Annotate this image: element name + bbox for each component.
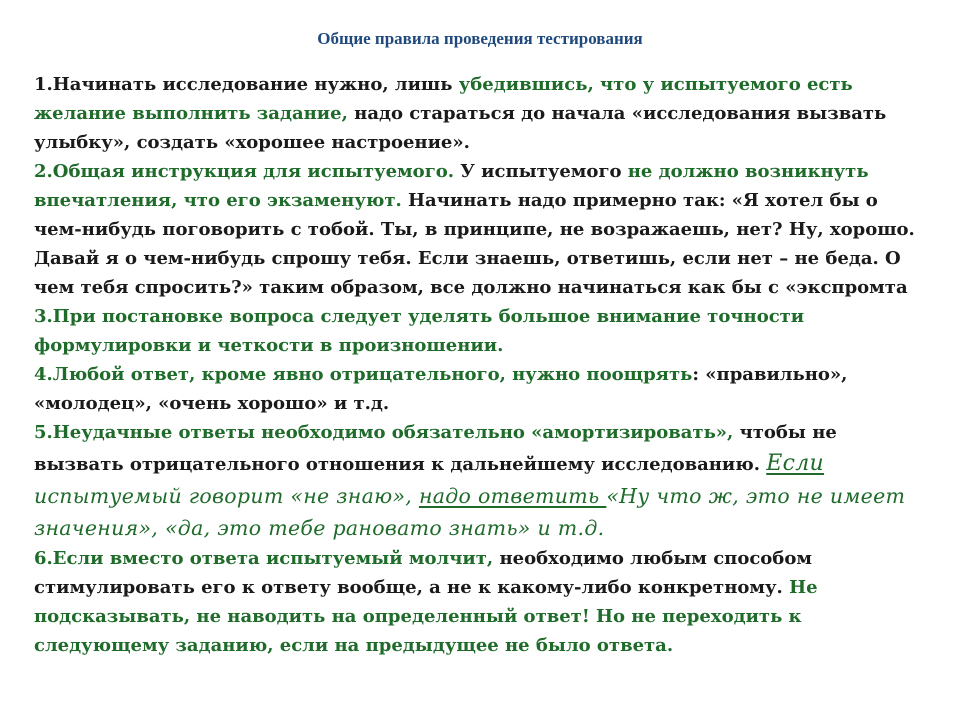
- rule-2-rest: Начинать надо примерно так: «Я хотел бы о чем-нибудь поговорить с тобой. Ты, в принципе, не возражаешь, нет? Ну, хорошо. Давай я о чем-нибудь спрошу тебя. Если знаешь, ответишь, если нет – не беда. О чем тебя спросить?» таким образом, все должно начинаться как бы с «экспромта: [34, 190, 915, 298]
- rule-6-text: необходимо любым способом стимулировать его к ответу вообще, а не к какому-либо конкретному.: [34, 548, 812, 598]
- rule-3: 3.При постановке вопроса следует уделять большое внимание точности формулировки и четкости в произношении.: [34, 306, 805, 356]
- rule-6-lead: 6.Если вместо ответа испытуемый молчит,: [34, 548, 494, 569]
- rule-4: [34, 360, 928, 418]
- rule-5-says: испытуемый говорит «не знаю»,: [34, 484, 419, 508]
- rule-2-lead: 2.Общая инструкция для испытуемого.: [34, 161, 454, 182]
- rule-2: [34, 157, 928, 302]
- rule-5-quote: «Ну что ж, это не имеет значения», «да, это тебе рановато знать» и т.д.: [34, 484, 906, 540]
- rule-5: [34, 418, 928, 544]
- rule-5-answer: надо ответить: [418, 484, 607, 508]
- rule-6: [34, 544, 928, 660]
- rule-5-lead: 5.Неудачные ответы необходимо обязательно «амортизировать»,: [34, 422, 734, 443]
- rule-4-lead: 4.Любой ответ, кроме явно отрицательного, нужно поощрять: [34, 364, 693, 385]
- rule-5-if: Если: [766, 451, 825, 476]
- rule-2-text: У испытуемого: [454, 161, 628, 182]
- rule-6-rest: Не подсказывать, не наводить на определенный ответ! Но не переходить к следующему заданию, если на предыдущее не было ответа.: [34, 577, 818, 656]
- rule-1-rest: надо стараться до начала «исследования вызвать улыбку», создать «хорошее настроение».: [34, 103, 887, 153]
- rule-1-highlight: убедившись, что у испытуемого есть желание выполнить задание,: [34, 74, 853, 124]
- rule-4-rest: : «правильно», «молодец», «очень хорошо» и т.д.: [34, 364, 848, 414]
- slide-title: Общие правила проведения тестирования: [317, 29, 643, 48]
- rule-1-lead: 1.Начинать исследование нужно, лишь: [34, 74, 459, 95]
- rules-body: [34, 70, 928, 660]
- rule-1: [34, 70, 928, 157]
- rule-5-text: чтобы не вызвать отрицательного отношения к дальнейшему исследованию.: [34, 422, 837, 475]
- rule-2-highlight: не должно возникнуть впечатления, что его экзаменуют.: [34, 161, 869, 211]
